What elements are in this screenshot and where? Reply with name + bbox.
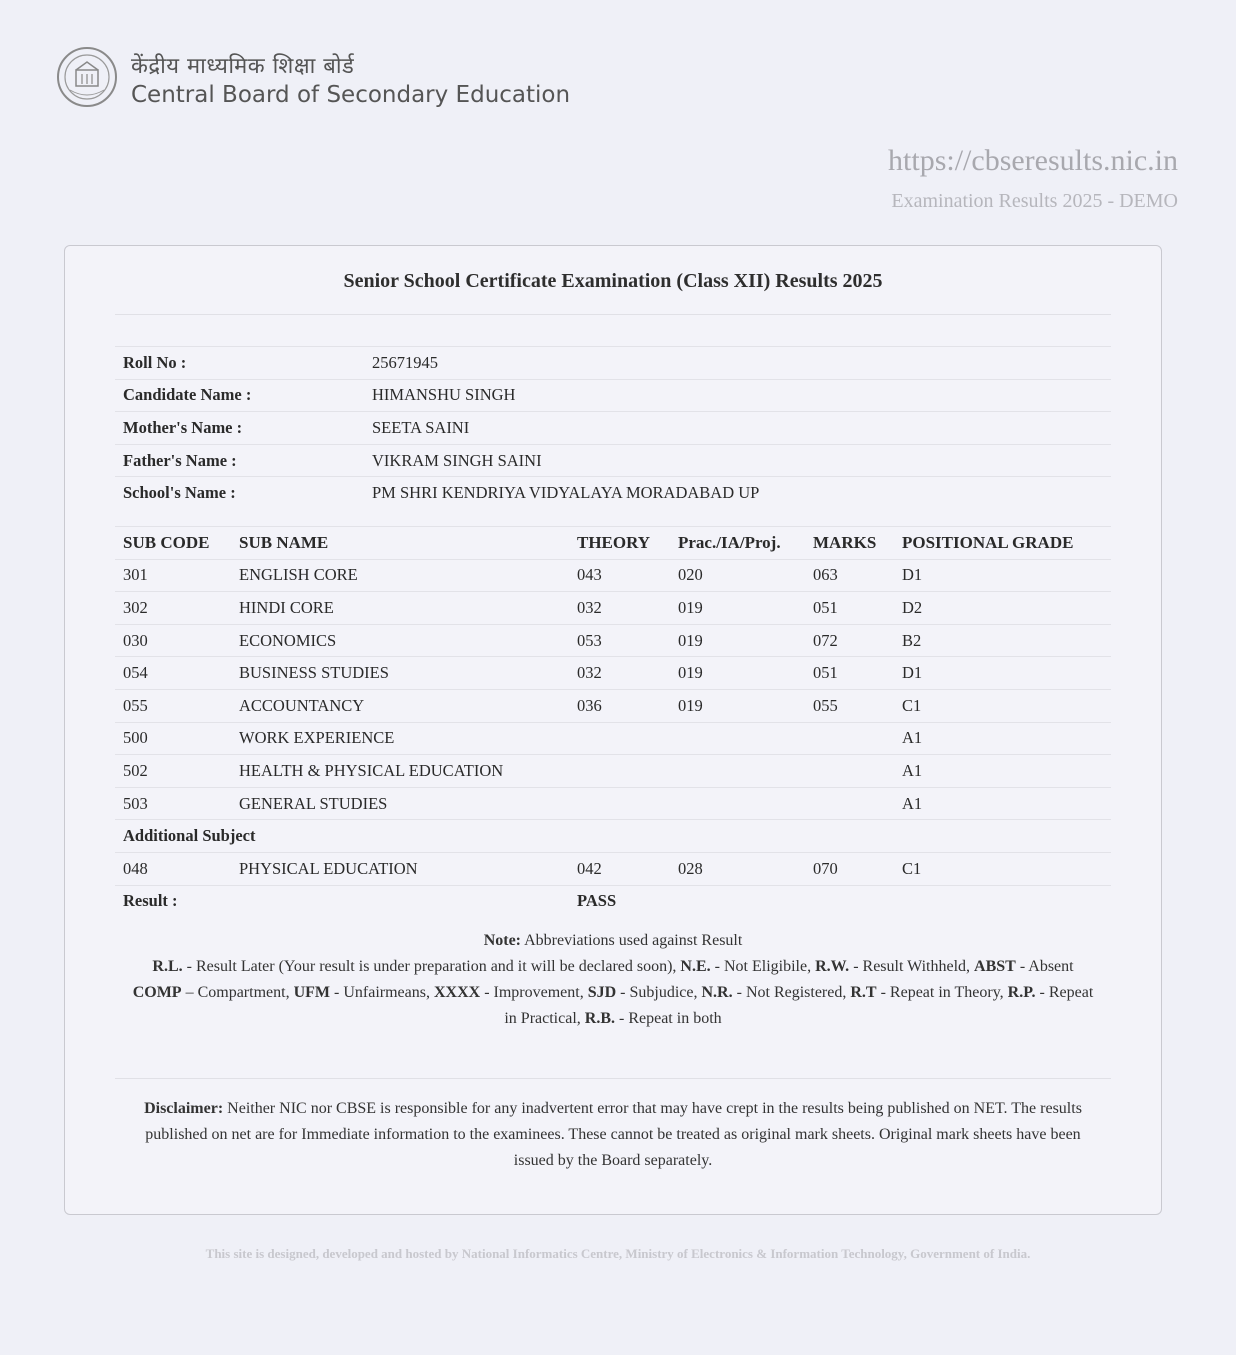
marks-cell: 072 bbox=[805, 624, 894, 657]
info-label: Mother's Name : bbox=[115, 412, 364, 445]
subject-row bbox=[115, 787, 1111, 820]
abbreviation-text: - Repeat in both bbox=[615, 1010, 722, 1027]
info-value: HIMANSHU SINGH bbox=[364, 379, 1111, 412]
theory-cell: 043 bbox=[569, 559, 670, 592]
note-line-1 bbox=[125, 954, 1101, 980]
sub-code-cell: 048 bbox=[115, 852, 231, 885]
site-subtitle: Examination Results 2025 - DEMO bbox=[891, 190, 1178, 212]
marks-cell: 055 bbox=[805, 689, 894, 722]
theory-cell: 032 bbox=[569, 592, 670, 625]
info-label: Father's Name : bbox=[115, 444, 364, 477]
additional-subject-row bbox=[115, 820, 1111, 853]
note-heading-text: Abbreviations used against Result bbox=[524, 932, 743, 949]
info-value: PM SHRI KENDRIYA VIDYALAYA MORADABAD UP bbox=[364, 477, 1111, 509]
board-name-english: Central Board of Secondary Education bbox=[131, 82, 571, 108]
abbreviation-code: ABST bbox=[974, 958, 1016, 975]
info-label: Roll No : bbox=[115, 347, 364, 380]
note-heading: Note: bbox=[483, 932, 521, 949]
divider bbox=[115, 314, 1111, 315]
result-row bbox=[115, 885, 1111, 917]
candidate-info-table bbox=[115, 346, 1111, 509]
marks-cell bbox=[805, 787, 894, 820]
abbreviation-code: COMP bbox=[132, 984, 182, 1001]
subject-row bbox=[115, 852, 1111, 885]
theory-cell bbox=[569, 722, 670, 755]
disclaimer bbox=[125, 1096, 1101, 1174]
marks-table bbox=[115, 526, 1111, 917]
sub-name-cell: ENGLISH CORE bbox=[231, 559, 569, 592]
header-sub-name: SUB NAME bbox=[231, 527, 569, 560]
sub-name-cell: HEALTH & PHYSICAL EDUCATION bbox=[231, 755, 569, 788]
sub-name-cell: ECONOMICS bbox=[231, 624, 569, 657]
grade-cell: D1 bbox=[894, 657, 1111, 690]
grade-cell: D1 bbox=[894, 559, 1111, 592]
page-title: Senior School Certificate Examination (Class XII) Results 2025 bbox=[343, 270, 883, 292]
practical-cell: 019 bbox=[670, 624, 805, 657]
sub-code-cell: 301 bbox=[115, 559, 231, 592]
theory-cell bbox=[569, 755, 670, 788]
info-row bbox=[115, 412, 1111, 445]
abbreviation-text: - Not Eligibile, bbox=[710, 958, 816, 975]
result-value: PASS bbox=[569, 885, 1111, 917]
info-value: 25671945 bbox=[364, 347, 1111, 380]
practical-cell: 019 bbox=[670, 592, 805, 625]
header-theory: THEORY bbox=[569, 527, 670, 560]
header-marks: MARKS bbox=[805, 527, 894, 560]
sub-code-cell: 503 bbox=[115, 787, 231, 820]
grade-cell: A1 bbox=[894, 787, 1111, 820]
subject-row bbox=[115, 624, 1111, 657]
site-url[interactable]: https://cbseresults.nic.in bbox=[888, 144, 1178, 177]
marks-cell: 070 bbox=[805, 852, 894, 885]
info-value: VIKRAM SINGH SAINI bbox=[364, 444, 1111, 477]
sub-name-cell: GENERAL STUDIES bbox=[231, 787, 569, 820]
abbreviation-text: - Improvement, bbox=[480, 984, 588, 1001]
info-label: School's Name : bbox=[115, 477, 364, 509]
abbreviation-code: N.E. bbox=[680, 958, 711, 975]
sub-name-cell: PHYSICAL EDUCATION bbox=[231, 852, 569, 885]
grade-cell: B2 bbox=[894, 624, 1111, 657]
theory-cell: 053 bbox=[569, 624, 670, 657]
subject-row bbox=[115, 559, 1111, 592]
practical-cell bbox=[670, 787, 805, 820]
practical-cell: 028 bbox=[670, 852, 805, 885]
abbreviation-text: - Result Withheld, bbox=[849, 958, 975, 975]
result-card bbox=[64, 245, 1162, 1215]
abbreviation-text: - Absent bbox=[1015, 958, 1074, 975]
practical-cell: 019 bbox=[670, 657, 805, 690]
abbreviation-code: R.L. bbox=[152, 958, 183, 975]
practical-cell: 019 bbox=[670, 689, 805, 722]
sub-code-cell: 054 bbox=[115, 657, 231, 690]
theory-cell: 032 bbox=[569, 657, 670, 690]
sub-code-cell: 302 bbox=[115, 592, 231, 625]
info-row bbox=[115, 347, 1111, 380]
grade-cell: C1 bbox=[894, 852, 1111, 885]
subject-row bbox=[115, 592, 1111, 625]
practical-cell bbox=[670, 755, 805, 788]
info-row bbox=[115, 379, 1111, 412]
abbreviation-text: - Subjudice, bbox=[616, 984, 702, 1001]
sub-name-cell: BUSINESS STUDIES bbox=[231, 657, 569, 690]
board-name-hindi: केंद्रीय माध्यमिक शिक्षा बोर्ड bbox=[131, 54, 355, 79]
result-label: Result : bbox=[115, 885, 569, 917]
theory-cell: 042 bbox=[569, 852, 670, 885]
abbreviation-code: SJD bbox=[587, 984, 617, 1001]
abbreviation-code: R.W. bbox=[815, 958, 850, 975]
marks-cell bbox=[805, 755, 894, 788]
abbreviation-code: N.R. bbox=[701, 984, 733, 1001]
sub-name-cell: HINDI CORE bbox=[231, 592, 569, 625]
marks-cell: 051 bbox=[805, 592, 894, 625]
abbreviation-text: - Result Later (Your result is under preparation and it will be declared soon), bbox=[182, 958, 681, 975]
grade-cell: A1 bbox=[894, 755, 1111, 788]
abbreviation-text: – Compartment, bbox=[181, 984, 294, 1001]
disclaimer-text: Neither NIC nor CBSE is responsible for any inadvertent error that may have crept in the results being published on NET. The results published on net are for Immediate information to the examinees. These cannot be treated as original mark sheets. Original mark sheets have been issued by the Board separately. bbox=[145, 1100, 1082, 1169]
info-row bbox=[115, 444, 1111, 477]
header-practical: Prac./IA/Proj. bbox=[670, 527, 805, 560]
cbse-logo-icon bbox=[56, 46, 118, 108]
abbreviation-note bbox=[125, 928, 1101, 1032]
abbreviation-text: - Not Registered, bbox=[732, 984, 851, 1001]
abbreviation-text: - Unfairmeans, bbox=[330, 984, 434, 1001]
sub-code-cell: 030 bbox=[115, 624, 231, 657]
additional-subject-label: Additional Subject bbox=[115, 820, 1111, 853]
abbreviation-text: - Repeat in Practical, bbox=[504, 984, 1094, 1027]
subject-row bbox=[115, 689, 1111, 722]
divider bbox=[115, 1078, 1111, 1079]
theory-cell bbox=[569, 787, 670, 820]
abbreviation-code: R.T bbox=[850, 984, 877, 1001]
marks-header-row bbox=[115, 527, 1111, 560]
practical-cell: 020 bbox=[670, 559, 805, 592]
grade-cell: D2 bbox=[894, 592, 1111, 625]
grade-cell: A1 bbox=[894, 722, 1111, 755]
marks-cell: 063 bbox=[805, 559, 894, 592]
abbreviation-code: R.P. bbox=[1007, 984, 1036, 1001]
sub-name-cell: WORK EXPERIENCE bbox=[231, 722, 569, 755]
note-line-2 bbox=[125, 980, 1101, 1032]
header-grade: POSITIONAL GRADE bbox=[894, 527, 1111, 560]
footer-credit: This site is designed, developed and hosted by National Informatics Centre, Ministry of Electronics & Information Technology, Government of India. bbox=[205, 1246, 1031, 1261]
abbreviation-text: - Repeat in Theory, bbox=[876, 984, 1008, 1001]
theory-cell: 036 bbox=[569, 689, 670, 722]
info-value: SEETA SAINI bbox=[364, 412, 1111, 445]
header-sub-code: SUB CODE bbox=[115, 527, 231, 560]
subject-row bbox=[115, 657, 1111, 690]
disclaimer-label: Disclaimer: bbox=[144, 1100, 224, 1117]
marks-cell: 051 bbox=[805, 657, 894, 690]
abbreviation-code: R.B. bbox=[584, 1010, 615, 1027]
abbreviation-code: UFM bbox=[293, 984, 330, 1001]
info-label: Candidate Name : bbox=[115, 379, 364, 412]
sub-code-cell: 500 bbox=[115, 722, 231, 755]
sub-code-cell: 502 bbox=[115, 755, 231, 788]
marks-cell bbox=[805, 722, 894, 755]
subject-row bbox=[115, 722, 1111, 755]
practical-cell bbox=[670, 722, 805, 755]
subject-row bbox=[115, 755, 1111, 788]
info-row bbox=[115, 477, 1111, 509]
sub-code-cell: 055 bbox=[115, 689, 231, 722]
sub-name-cell: ACCOUNTANCY bbox=[231, 689, 569, 722]
grade-cell: C1 bbox=[894, 689, 1111, 722]
abbreviation-code: XXXX bbox=[433, 984, 481, 1001]
